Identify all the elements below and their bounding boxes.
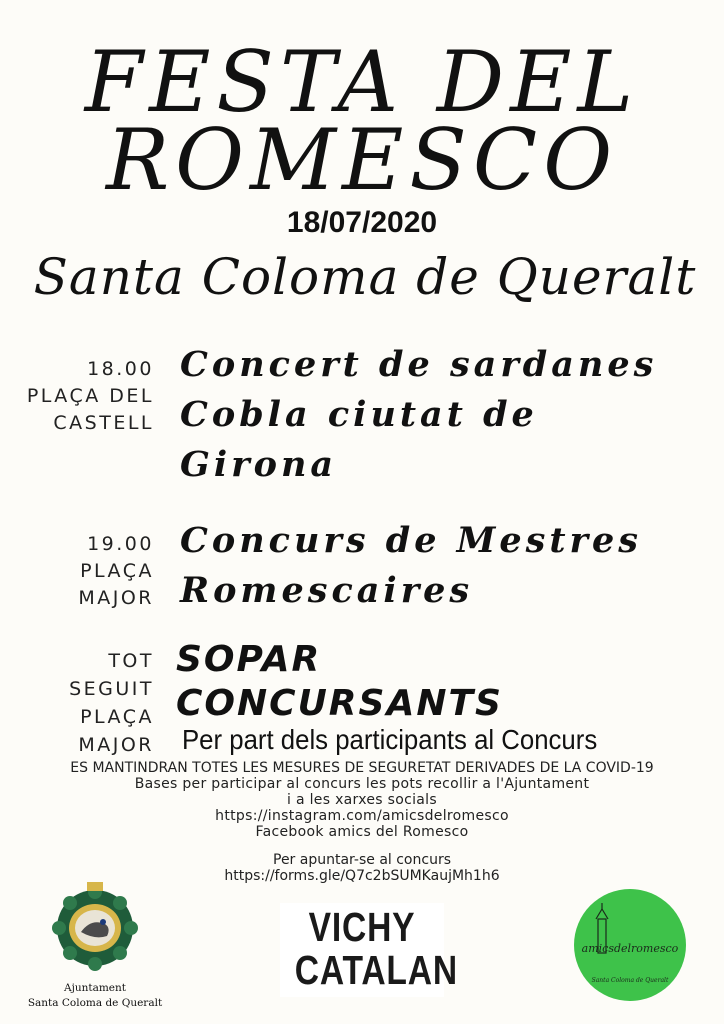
vichy-catalan-logo — [280, 903, 458, 997]
event-3-subtitle: Per part dels participants al Concurs — [182, 724, 598, 755]
event-1-time: 18.00 — [87, 358, 154, 380]
event-2-place-line-1: PLAÇA — [80, 560, 154, 582]
covid-notice: ES MANTINDRAN TOTES LES MESURES DE SEGURETAT DERIVADES DE LA COVID-19 — [70, 760, 654, 776]
rules-note-2: i a les xarxes socials — [287, 792, 437, 808]
ajuntament-caption-1: Ajuntament — [64, 982, 126, 994]
vichy-logo-word-1: VICHY — [308, 904, 416, 950]
event-1-title — [180, 340, 720, 490]
event-2-time: 19.00 — [87, 533, 154, 555]
event-2-title-line-2: Romescaires — [180, 570, 474, 611]
vichy-logo-word-2: CATALAN — [294, 947, 458, 993]
event-1-title-line-3: Girona — [180, 444, 338, 485]
event-3-title — [176, 638, 716, 726]
event-3-place-line-2: PLAÇA — [80, 706, 154, 728]
event-3-title-line-1: SOPAR — [176, 639, 322, 680]
event-1-time-place — [4, 356, 154, 437]
info-notes — [0, 760, 724, 840]
event-3-time: TOT — [108, 650, 154, 672]
amics-del-romesco-logo — [572, 887, 688, 1003]
signup-link[interactable]: https://forms.gle/Q7c2bSUMKaujMh1h6 — [224, 868, 500, 884]
rules-note: Bases per participar al concurs les pots recollir a l'Ajuntament — [134, 776, 590, 792]
facebook-note: Facebook amics del Romesco — [255, 824, 469, 840]
coat-of-arms-icon — [20, 880, 170, 980]
poster-title-line-1: FESTA DEL — [84, 33, 640, 131]
event-2-time-place — [4, 531, 154, 612]
event-1-place-line-1: PLAÇA DEL — [26, 385, 154, 407]
event-date: 18/07/2020 — [286, 206, 438, 239]
ajuntament-caption-2: Santa Coloma de Queralt — [27, 997, 163, 1009]
instagram-link[interactable]: https://instagram.com/amicsdelromesco — [215, 808, 509, 824]
amics-logo-subtext: Santa Coloma de Queralt — [591, 977, 669, 984]
event-3-place-line-1: SEGUIT — [69, 678, 154, 700]
signup-label: Per apuntar-se al concurs — [273, 852, 451, 868]
event-3-place-line-3: MAJOR — [78, 734, 154, 756]
event-2-title — [180, 516, 720, 616]
event-3-title-line-2: CONCURSANTS — [176, 683, 503, 724]
event-3-time-place — [4, 647, 154, 759]
event-location: Santa Coloma de Queralt — [33, 248, 697, 306]
event-1-title-line-1: Concert de sardanes — [180, 344, 658, 385]
event-1-place-line-2: CASTELL — [53, 412, 154, 434]
amics-logo-text: amicsdelromesco — [581, 942, 679, 955]
ajuntament-logo — [20, 880, 170, 1020]
event-1-title-line-2: Cobla ciutat de — [180, 394, 538, 435]
event-2-title-line-1: Concurs de Mestres — [180, 520, 642, 561]
event-2-place-line-2: MAJOR — [78, 587, 154, 609]
poster-title-line-2: ROMESCO — [105, 111, 619, 209]
